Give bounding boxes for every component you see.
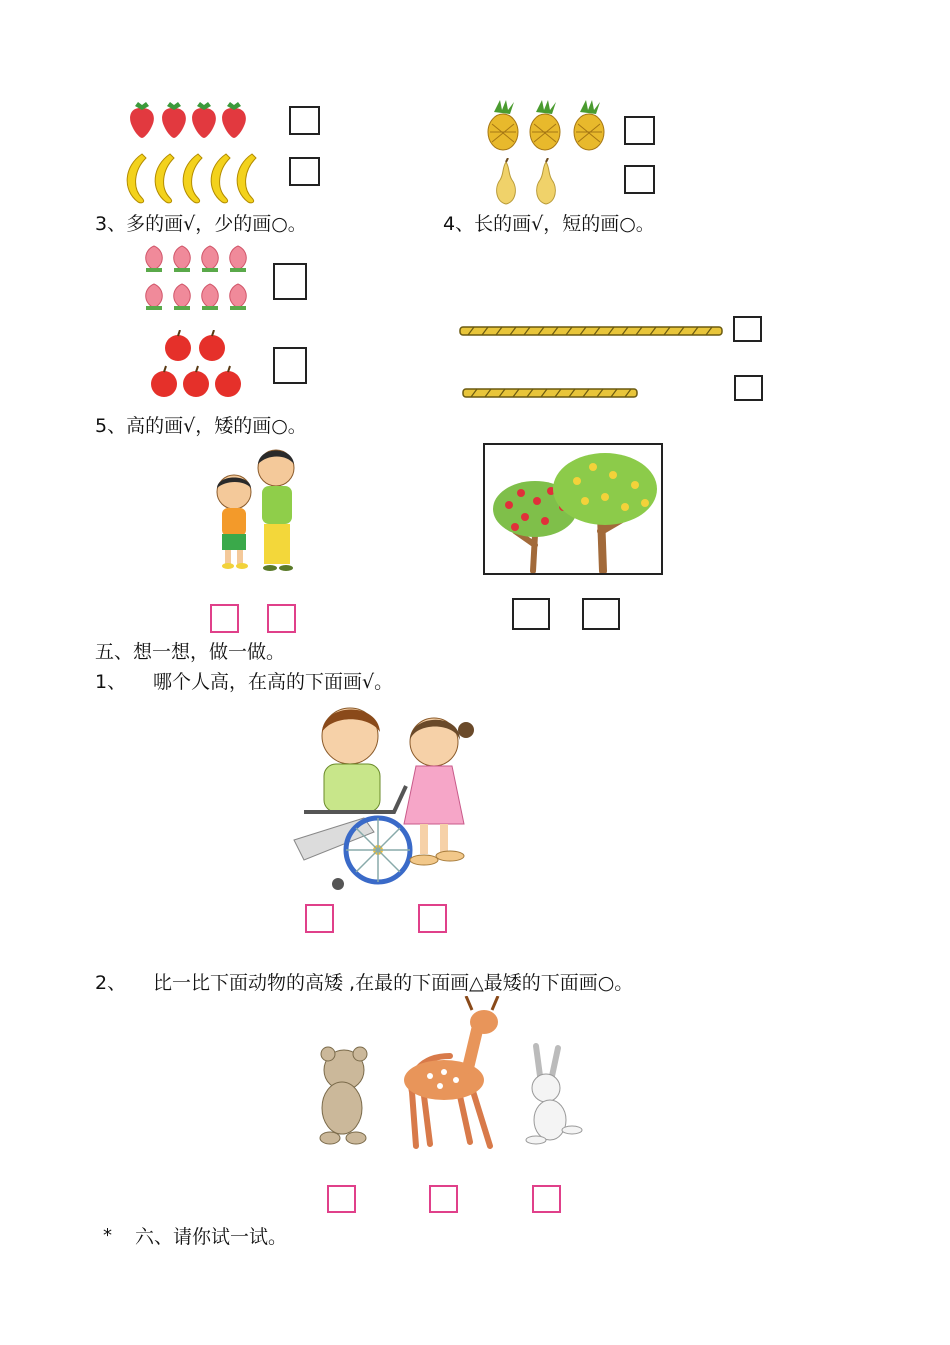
bananas-image <box>120 150 260 206</box>
answer-box-pineapples[interactable] <box>624 116 655 145</box>
answer-box-apples[interactable] <box>273 347 307 384</box>
short-rope-image <box>461 385 639 401</box>
long-rope-image <box>458 323 724 339</box>
trees-frame <box>483 443 663 575</box>
section-5-title: 五、想一想，做一做。 <box>95 641 286 663</box>
answer-box-rabbit[interactable] <box>532 1185 561 1213</box>
pears-image <box>490 158 570 206</box>
answer-box-peaches[interactable] <box>273 263 307 300</box>
question-5-heading: 5、高的画√，矮的画○。 <box>95 415 307 437</box>
section-5-item-1-number: 1、 <box>95 671 127 693</box>
section-5-item-2-number: 2、 <box>95 972 127 994</box>
answer-box-short-rope[interactable] <box>734 375 763 401</box>
trees-image <box>485 445 661 573</box>
answer-box-pears[interactable] <box>624 165 655 194</box>
peaches-image <box>140 240 256 316</box>
answer-box-girl[interactable] <box>418 904 447 933</box>
section-5-item-2-text: 比一比下面动物的高矮 ,在最的下面画△最矮的下面画○。 <box>153 972 634 994</box>
section-6-title: 六、请你试一试。 <box>135 1226 288 1248</box>
wheelchair-children-image <box>274 700 480 892</box>
section-5-item-1-text: 哪个人高，在高的下面画√。 <box>153 671 394 693</box>
answer-box-short-boy[interactable] <box>210 604 239 633</box>
pineapples-image <box>484 100 610 152</box>
apples-image <box>148 330 244 400</box>
answer-box-deer[interactable] <box>429 1185 458 1213</box>
answer-box-tall-boy[interactable] <box>267 604 296 633</box>
answer-box-short-tree[interactable] <box>512 598 550 630</box>
answer-box-boy-wheelchair[interactable] <box>305 904 334 933</box>
answer-box-bear[interactable] <box>327 1185 356 1213</box>
question-4-heading: 4、长的画√，短的画○。 <box>443 213 655 235</box>
section-6-bullet: * <box>103 1225 112 1246</box>
answer-box-long-rope[interactable] <box>733 316 762 342</box>
strawberries-image <box>122 98 270 140</box>
question-3-heading: 3、多的画√，少的画○。 <box>95 213 307 235</box>
animals-image <box>300 996 590 1154</box>
answer-box-strawberries[interactable] <box>289 106 320 135</box>
answer-box-tall-tree[interactable] <box>582 598 620 630</box>
two-boys-image <box>206 442 310 576</box>
answer-box-bananas[interactable] <box>289 157 320 186</box>
